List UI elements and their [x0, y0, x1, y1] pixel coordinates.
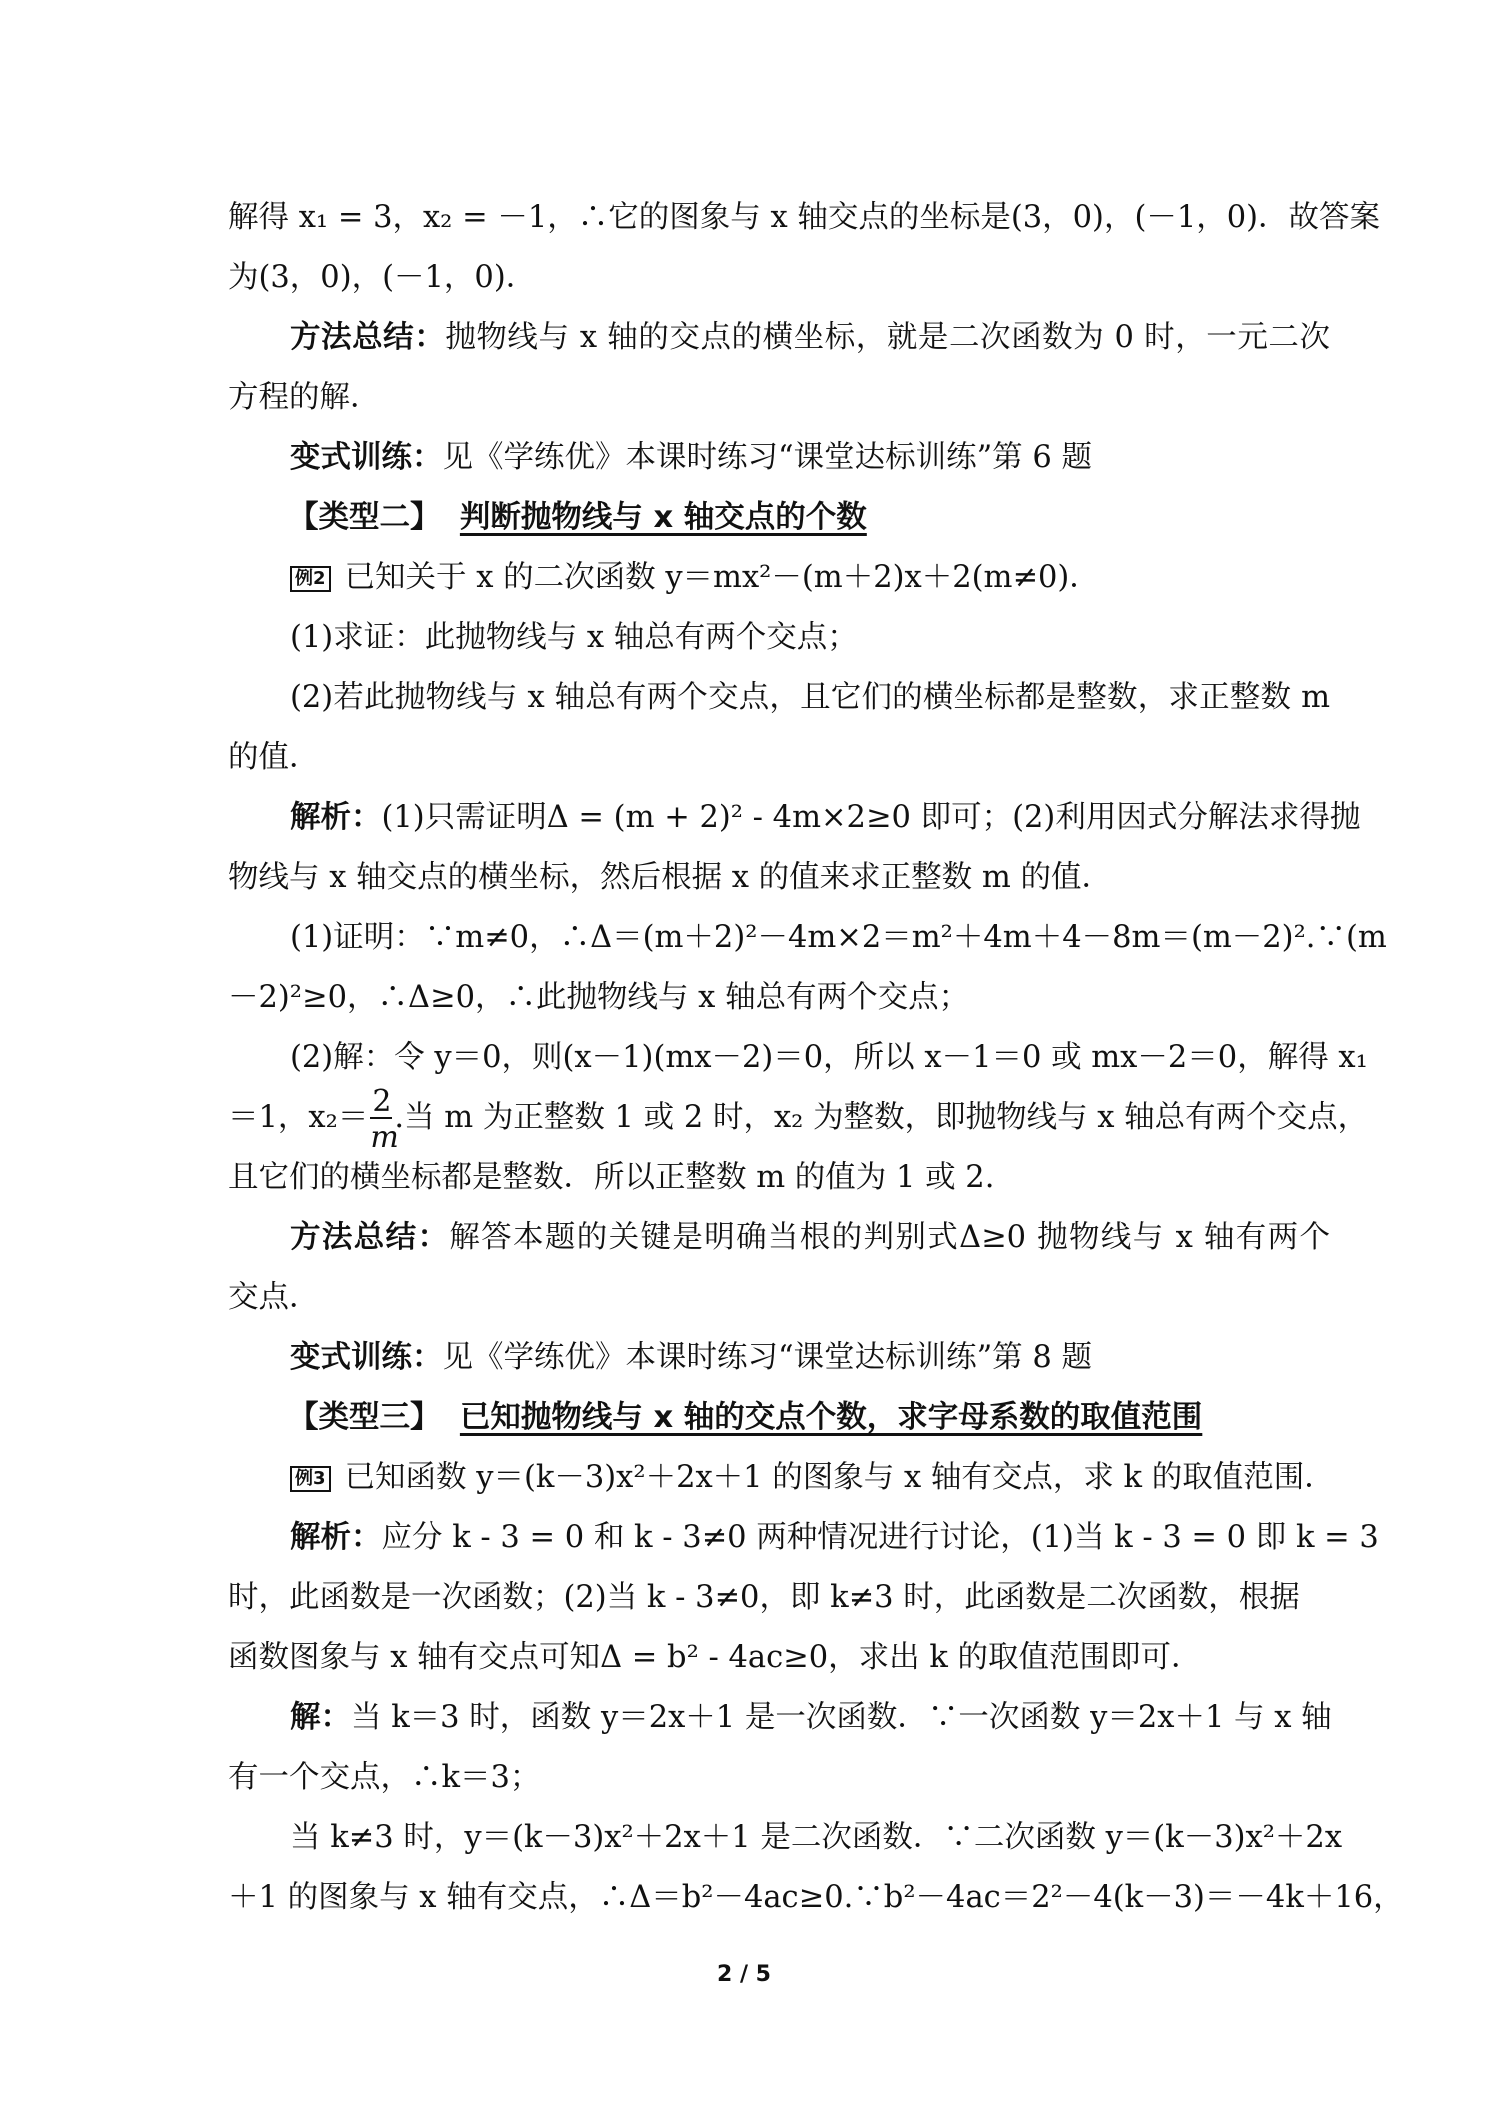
text-line: 物线与 x 轴交点的横坐标，然后根据 x 的值来求正整数 m 的值．: [228, 860, 1112, 895]
text-line: 函数图象与 x 轴有交点可知Δ = b² - 4ac≥0，求出 k 的取值范围即可．: [228, 1640, 1202, 1675]
type-heading-3: [228, 1388, 1328, 1448]
variant-training-text: 见《学练优》本课时练习“课堂达标训练”第 8 题: [442, 1340, 1092, 1375]
analysis-text: 应分 k - 3 = 0 和 k - 3≠0 两种情况进行讨论，(1)当 k - 3 = 0 即 k = 3: [381, 1520, 1379, 1555]
fraction-denominator: m: [370, 1120, 399, 1155]
type-heading-2: [228, 488, 1328, 548]
method-summary-text: 解答本题的关键是明确当根的判别式Δ≥0 抛物线与 x 轴有两个: [449, 1220, 1330, 1255]
solution-3: [228, 1688, 1330, 1748]
variant-training-label: 变式训练：: [290, 440, 443, 475]
variant-training-1: [228, 428, 1330, 488]
variant-training-2: [228, 1328, 1330, 1388]
example-badge: 例3: [290, 1466, 331, 1492]
example-3: [228, 1448, 1335, 1508]
example-text: 已知关于 x 的二次函数 y＝mx²－(m＋2)x＋2(m≠0)．: [344, 560, 1100, 595]
text-line: －2)²≥0，∴Δ≥0，∴此抛物线与 x 轴总有两个交点；: [228, 980, 970, 1015]
type-title: 判断抛物线与 x 轴交点的个数: [459, 500, 867, 535]
variant-training-label: 变式训练：: [290, 1340, 443, 1375]
text-line: ＋1 的图象与 x 轴有交点，∴Δ＝b²－4ac≥0.∵b²－4ac＝2²－4(k－3)＝－4k＋16，: [228, 1880, 1404, 1915]
variant-training-text: 见《学练优》本课时练习“课堂达标训练”第 6 题: [442, 440, 1092, 475]
text-line: (2)解：令 y＝0，则(x－1)(mx－2)＝0，所以 x－1＝0 或 mx－2＝0，解得 x₁: [290, 1040, 1368, 1075]
fraction-numerator: 2: [372, 1084, 392, 1119]
text-line: 解得 x₁ = 3，x₂ = －1，∴它的图象与 x 轴交点的坐标是(3，0)，(－1，0)．故答案: [228, 200, 1381, 235]
type-label: 【类型二】: [288, 500, 441, 535]
text-line: 交点．: [228, 1280, 320, 1315]
type-label: 【类型三】: [288, 1400, 441, 1435]
method-summary-label: 方法总结：: [290, 1220, 450, 1255]
solution-label: 解：: [290, 1700, 351, 1735]
text-line: 为(3，0)，(－1，0)．: [228, 260, 537, 295]
type-title: 已知抛物线与 x 轴的交点个数，求字母系数的取值范围: [459, 1400, 1203, 1435]
text-line: 方程的解．: [228, 380, 381, 415]
text-segment: ＝1，x₂＝: [228, 1100, 369, 1135]
example-2: [228, 548, 1330, 608]
text-line: (1)证明：∵m≠0，∴Δ＝(m＋2)²－4m×2＝m²＋4m＋4－8m＝(m－2)².∵(m: [290, 920, 1387, 955]
text-line: 当 k≠3 时，y＝(k－3)x²＋2x＋1 是二次函数．∵二次函数 y＝(k－3)x²＋2x: [290, 1820, 1343, 1855]
text-line: 有一个交点，∴k＝3；: [228, 1760, 541, 1795]
text-line: 时，此函数是一次函数；(2)当 k - 3≠0，即 k≠3 时，此函数是二次函数，根据: [228, 1580, 1300, 1615]
method-summary-1: [228, 308, 1330, 368]
text-segment: .当 m 为正整数 1 或 2 时，x₂ 为整数，即抛物线与 x 轴总有两个交点，: [394, 1100, 1369, 1135]
text-line: 且它们的横坐标都是整数．所以正整数 m 的值为 1 或 2.: [228, 1160, 995, 1195]
analysis-label: 解析：: [290, 800, 382, 835]
method-summary-2: [228, 1208, 1330, 1268]
page-number: 2 / 5: [717, 1962, 771, 1987]
method-summary-text: 抛物线与 x 轴的交点的横坐标，就是二次函数为 0 时，一元二次: [445, 320, 1330, 355]
text-line: (1)求证：此抛物线与 x 轴总有两个交点；: [290, 620, 858, 655]
example-text: 已知函数 y＝(k－3)x²＋2x＋1 的图象与 x 轴有交点，求 k 的取值范围．: [344, 1460, 1335, 1495]
method-summary-label: 方法总结：: [290, 320, 446, 355]
analysis-label: 解析：: [290, 1520, 382, 1555]
fraction: [368, 1084, 399, 1155]
analysis-3: [228, 1508, 1379, 1568]
analysis-2: [228, 788, 1361, 848]
solution-text: 当 k＝3 时，函数 y＝2x＋1 是一次函数．∵一次函数 y＝2x＋1 与 x 轴: [351, 1700, 1332, 1735]
example-badge: 例2: [290, 566, 331, 592]
analysis-text: (1)只需证明Δ = (m + 2)² - 4m×2≥0 即可；(2)利用因式分解法求得抛: [381, 800, 1361, 835]
text-line: 的值．: [228, 740, 320, 775]
fraction-line: [228, 1084, 1369, 1155]
text-line: (2)若此抛物线与 x 轴总有两个交点，且它们的横坐标都是整数，求正整数 m: [290, 680, 1330, 715]
